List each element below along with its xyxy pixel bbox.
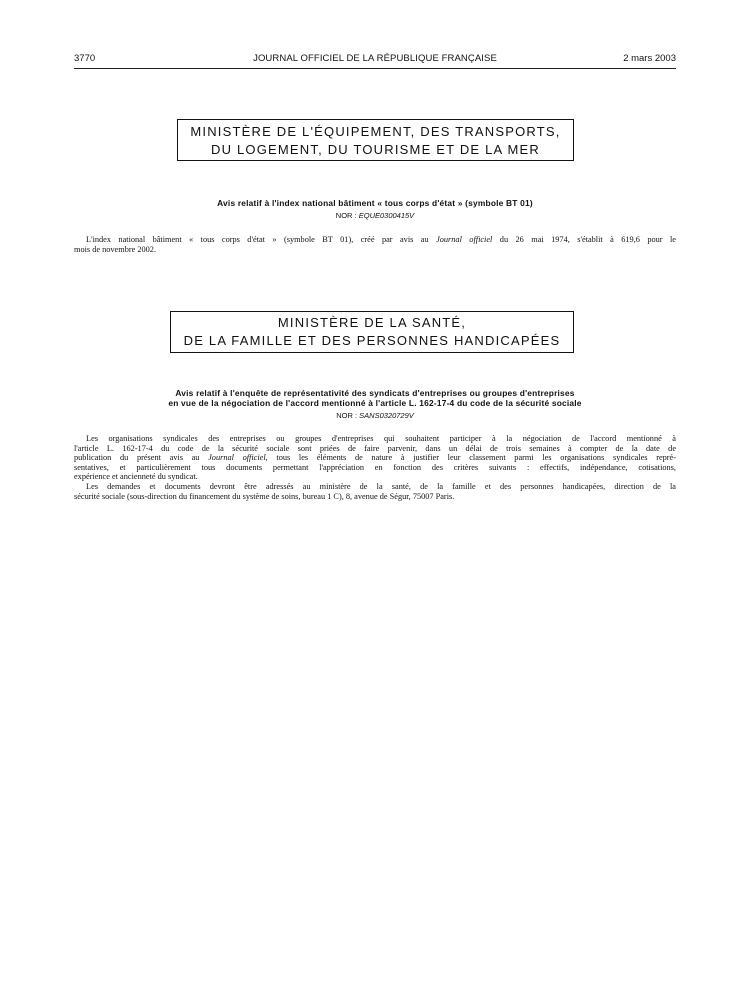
header-rule — [74, 68, 676, 69]
nor-reference — [74, 411, 676, 420]
nor-reference — [74, 211, 676, 220]
body-line: publication du présent avis au Journal officiel, tous les éléments de nature à justifier leur classement parmi les organisations syndicales repré- — [74, 453, 676, 463]
avis-title — [74, 388, 676, 408]
body-line: mois de novembre 2002. — [74, 244, 157, 254]
ministry-line: DU LOGEMENT, DU TOURISME ET DE LA MER — [210, 142, 540, 157]
journal-officiel-ref: Journal officiel — [208, 453, 266, 463]
page-header — [74, 50, 676, 66]
avis-title — [74, 198, 676, 208]
nor-code: SANS0320729V — [359, 411, 414, 420]
body-line: Les demandes et documents devront être adressés au ministère de la santé, de la famille et des personnes handicapées, direction de la — [86, 481, 676, 491]
nor-label: NOR : — [335, 211, 357, 220]
ministry-line: DE LA FAMILLE ET DES PERSONNES HANDICAPÉES — [183, 333, 561, 348]
avis-title-line: Avis relatif à l'index national bâtiment « tous corps d'état » (symbole BT 01) — [217, 198, 533, 208]
avis-body — [74, 235, 676, 254]
page-number: 3770 — [74, 53, 96, 64]
nor-label: NOR : — [336, 411, 358, 420]
issue-date: 2 mars 2003 — [623, 53, 676, 64]
body-line: sécurité sociale (sous-direction du financement du système de soins, bureau 1 C), 8, avenue de Ségur, 75007 Paris. — [74, 491, 455, 501]
journal-title: JOURNAL OFFICIEL DE LA RÉPUBLIQUE FRANÇAISE — [253, 53, 497, 64]
body-line: L'index national bâtiment « tous corps d'état » (symbole BT 01), créé par avis au Journal officiel du 26 mai 1974, s'établit à 619,6 pour le — [86, 235, 676, 244]
avis-title-line: en vue de la négociation de l'accord mentionné à l'article L. 162-17-4 du code de la sécurité sociale — [168, 398, 582, 408]
nor-code: EQUE0300415V — [358, 211, 415, 220]
ministry-box-sante — [170, 311, 574, 353]
avis-body — [74, 434, 676, 501]
body-line: l'article L. 162-17-4 du code de la sécurité sociale sont priées de faire parvenir, dans un délai de trois semaines à compter de la date de — [74, 443, 676, 453]
journal-officiel-ref: Journal officiel — [436, 235, 493, 244]
avis-title-line: Avis relatif à l'enquête de représentativité des syndicats d'entreprises ou groupes d'entreprises — [175, 388, 575, 398]
body-line: expérience et ancienneté du syndicat. — [74, 472, 198, 482]
body-line: sentatives, et particulièrement tous documents permettant l'appréciation en fonction des critères suivants : effectifs, indépendance, cotisations, — [74, 462, 676, 472]
ministry-box-equipement — [177, 119, 574, 161]
body-line: Les organisations syndicales des entreprises ou groupes d'entreprises qui souhaitent participer à la négociation de l'accord mentionné à — [86, 434, 676, 443]
ministry-line: MINISTÈRE DE LA SANTÉ, — [277, 315, 467, 330]
ministry-line: MINISTÈRE DE L'ÉQUIPEMENT, DES TRANSPORTS, — [190, 124, 561, 139]
